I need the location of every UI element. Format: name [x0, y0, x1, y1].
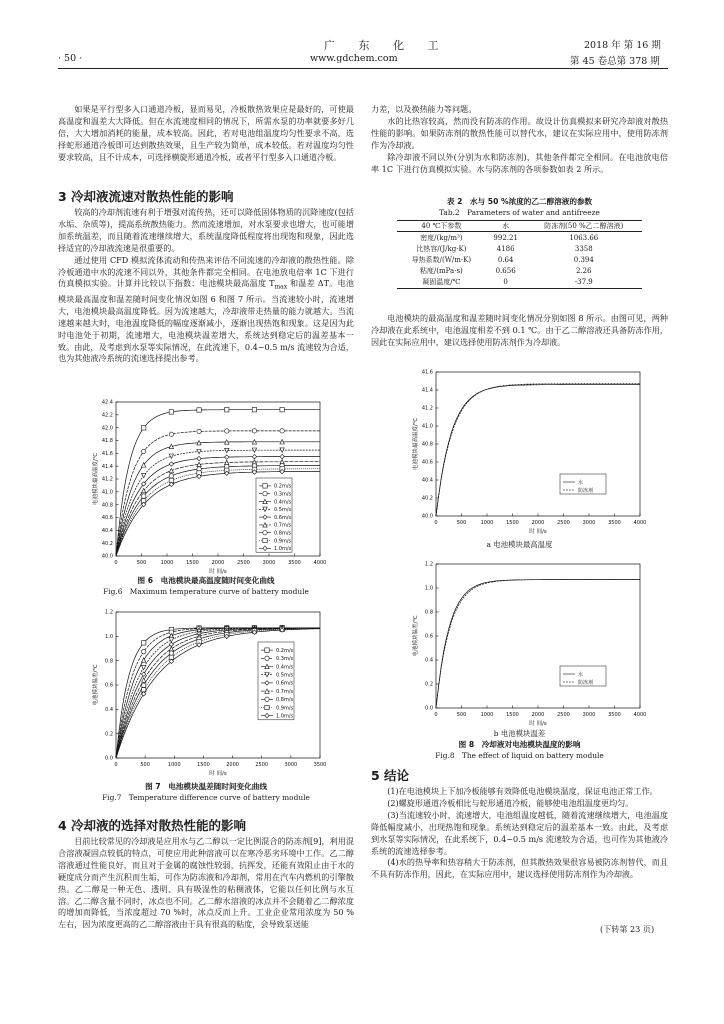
table-cell: 0: [486, 277, 526, 288]
data-point: [225, 408, 229, 412]
table-header-cell: 40 ℃下参数: [397, 221, 486, 232]
data-point: [280, 429, 284, 433]
x-axis-label: 时 间/s: [529, 529, 547, 535]
y-tick-label: 0.2: [425, 681, 433, 688]
x-tick-label: 2000: [211, 560, 225, 566]
plot-frame: [436, 372, 640, 516]
table-cell: 2.26: [575, 267, 592, 276]
series-line: [436, 384, 640, 516]
figure-7-chart: [90, 608, 330, 780]
y-tick-label: 40.2: [421, 495, 433, 502]
data-point: [263, 538, 267, 542]
y-tick-label: 41.0: [421, 423, 433, 430]
plot-frame: [436, 564, 640, 708]
y-tick-label: 41.2: [101, 476, 113, 483]
data-point: [252, 429, 256, 433]
y-tick-label: 40.6: [421, 459, 433, 466]
y-tick-label: 1.2: [425, 561, 433, 568]
data-point: [169, 474, 173, 478]
x-tick-label: 3000: [582, 712, 596, 718]
table-cell: 0.64: [497, 256, 514, 265]
data-point: [141, 641, 145, 645]
legend-label: 0.8m/s: [276, 697, 294, 704]
y-tick-label: 0.4: [105, 707, 113, 714]
caption-text: 图 7 电池模块温差随时间变化曲线: [145, 782, 267, 791]
x-tick-label: 3500: [608, 712, 621, 718]
x-tick-label: 1000: [480, 520, 494, 526]
data-point: [265, 705, 269, 709]
x-tick-label: 2500: [557, 712, 570, 718]
table-2-title-cn: [371, 197, 668, 207]
y-tick-label: 41.6: [421, 369, 433, 376]
caption-text: 图 6 电池模块最高温度随时间变化曲线: [137, 576, 275, 585]
table-cell: 导热系数/(W/m·K): [411, 256, 472, 265]
table-header-row: [397, 221, 642, 232]
table-cell: 比热容/(J/kg·K): [416, 244, 467, 253]
conclusion-item: (3)当流速较小时，流速增大，电池组温度越低，随着流速继续增大，电池温度降低幅度减小，出现热饱和现象。系统达到稳定后的温差基本一致。由此，及考虑到水泵等实际情况，在此系统下，0.4~0.5 m/s 流速较为合适，也可作为其他液冷系统的流速选择参考。: [371, 809, 668, 856]
legend-label: 0.6m/s: [274, 514, 292, 521]
x-tick-label: 1500: [186, 560, 199, 566]
x-tick-label: 3000: [582, 520, 596, 526]
legend-label: 防冻剂: [578, 679, 594, 686]
x-tick-label: 4000: [633, 712, 647, 718]
y-tick-label: 0.6: [425, 633, 433, 640]
figure-8a-caption: a 电池模块最高温度: [486, 540, 553, 549]
paragraph: 水的比热容较高，然而没有防冻的作用。故设计仿真模拟来研究冷却液对散热性能的影响。如果防冻剂的散热性能可以替代水，建议在实际应用中，使用防冻剂作为冷却液。: [371, 115, 668, 150]
data-point: [141, 426, 145, 430]
data-point: [197, 456, 201, 460]
data-point: [225, 455, 229, 459]
legend-label: 0.8m/s: [274, 530, 292, 537]
y-tick-label: 0.8: [105, 658, 113, 665]
legend-label: 0.9m/s: [276, 705, 294, 712]
figure-7-caption-en: Fig.7 Temperature difference curve of battery module: [102, 793, 310, 802]
table-cell: 0.394: [573, 256, 594, 265]
x-tick-label: 3500: [288, 560, 301, 566]
x-axis-label: 时 间/s: [209, 569, 227, 575]
x-tick-label: 0: [114, 762, 118, 768]
left-intro-text: [58, 104, 354, 164]
data-point: [169, 634, 173, 638]
y-tick-label: 40.2: [101, 540, 113, 547]
data-point: [280, 454, 284, 458]
x-tick-label: 0: [114, 560, 118, 566]
data-point: [197, 408, 201, 412]
continued-note: (下转第 23 页): [600, 924, 655, 934]
paragraph: 除冷却液不同以外(分别为水和防冻剂)，其他条件都完全相同。在电池放电倍率 1C 下进行仿真模拟实验。水与防冻剂的各项参数如表 2 所示。: [371, 151, 668, 174]
x-tick-label: 4000: [633, 520, 647, 526]
data-point: [265, 656, 269, 660]
x-tick-label: 3000: [262, 560, 276, 566]
legend-label: 0.9m/s: [274, 538, 292, 545]
data-point: [265, 697, 269, 701]
data-point: [169, 432, 173, 436]
table-row: [397, 277, 642, 288]
data-point: [169, 410, 173, 414]
x-tick-label: 3500: [608, 520, 621, 526]
y-tick-label: 41.6: [101, 451, 113, 458]
y-tick-label: 0.6: [105, 682, 113, 689]
table-row: [397, 254, 642, 265]
legend-label: 0.3m/s: [276, 656, 294, 663]
data-point: [197, 429, 201, 433]
caption-text: 表 2 水与 50 %浓度的乙二醇溶液的参数: [446, 197, 593, 206]
data-point: [169, 468, 173, 472]
series-line: [436, 580, 640, 708]
section-5-title: 5 结论: [371, 768, 410, 783]
section-3-body: [58, 207, 354, 365]
figure-6-caption-cn: [58, 576, 354, 586]
data-point: [263, 531, 267, 535]
data-point: [252, 454, 256, 458]
caption-text: 图 8 冷却液对电池模块温度的影响: [458, 740, 581, 749]
data-point: [169, 651, 173, 655]
table-cell: 0.656: [495, 267, 516, 276]
legend-label: 0.4m/s: [274, 499, 292, 506]
y-tick-label: 42.2: [101, 412, 113, 419]
y-tick-label: 0.2: [105, 731, 113, 738]
y-tick-label: 40.6: [101, 515, 113, 522]
paragraph: 力差，以及换热能力等问题。: [371, 104, 477, 114]
data-point: [141, 649, 145, 653]
y-tick-label: 40.8: [421, 441, 433, 448]
data-point: [141, 683, 145, 687]
y-tick-label: 40.4: [101, 528, 113, 535]
data-point: [265, 648, 269, 652]
data-point: [169, 642, 173, 646]
legend-label: 0.7m/s: [276, 688, 294, 695]
table-cell: 992.21: [493, 233, 518, 242]
x-tick-label: 500: [136, 560, 147, 566]
data-point: [169, 462, 173, 466]
paragraph: [58, 255, 354, 366]
x-tick-label: 1000: [160, 560, 174, 566]
y-tick-label: 40.0: [101, 553, 113, 560]
legend-label: 0.2m/s: [274, 483, 292, 490]
y-tick-label: 41.2: [421, 405, 433, 412]
x-tick-label: 1500: [197, 762, 210, 768]
subscript: max: [274, 284, 288, 292]
y-tick-label: 42.0: [101, 425, 113, 432]
x-tick-label: 1500: [506, 712, 519, 718]
volume-number: 第 45 卷总第 378 期: [570, 56, 660, 67]
data-point: [141, 658, 145, 662]
y-tick-label: 41.4: [421, 387, 433, 394]
figure-8-caption-cn: [371, 740, 668, 750]
legend-label: 0.5m/s: [276, 672, 294, 679]
y-tick-label: 40.8: [101, 502, 113, 509]
data-point: [141, 665, 145, 669]
data-point: [141, 672, 145, 676]
figure-6-caption-en: Fig.6 Maximum temperature curve of battery module: [103, 587, 309, 596]
figure-8b-caption: b 电池模块温差: [493, 729, 546, 738]
x-tick-label: 3500: [313, 762, 327, 768]
data-point: [263, 484, 267, 488]
journal-url[interactable]: www.gdchem.com: [310, 53, 398, 64]
x-tick-label: 500: [456, 712, 467, 718]
table-row: [397, 243, 642, 254]
y-tick-label: 42.4: [101, 399, 113, 406]
data-point: [263, 492, 267, 496]
section-4-body: [58, 836, 354, 931]
data-point: [169, 647, 173, 651]
x-tick-label: 1500: [506, 520, 519, 526]
header-rule: [58, 68, 668, 69]
x-tick-label: 500: [456, 520, 467, 526]
x-tick-label: 2000: [226, 762, 239, 768]
conclusion-item: (4)水的热导率和热容稍大于防冻剂，但其散热效果很容易被防冻剂替代，而且不具有防冻作用，因此，在实际应用中，建议选择使用防冻剂作为冷却液。: [371, 857, 668, 880]
data-point: [169, 454, 173, 458]
x-tick-label: 1000: [167, 762, 181, 768]
paragraph: 如果是平行型多入口通道冷板，显而易见，冷板散热效果应是最好的，可使最高温度和温差大大降低。但在水流速度相同的情况下，所需水泵的功率就要多好几倍，大大增加消耗的能量，成本较高。因此，若对电池组温度均匀性要求不高，选择蛇形通道冷板即可达到散热效果，且生产较为简单，成本较低。若对温度均匀性要求较高，且不计成本，可选择横旋形通道冷板，或者平行型多入口通道冷板。: [58, 104, 354, 162]
legend-label: 1.0m/s: [276, 713, 294, 720]
y-tick-label: 41.8: [101, 438, 113, 445]
x-tick-label: 0: [434, 520, 438, 526]
y-axis-label: 电池模块温差/℃: [93, 664, 99, 706]
parameters-table: [397, 220, 642, 289]
table-row: [397, 232, 642, 243]
table-cell: 凝固温度/℃: [397, 277, 486, 288]
y-axis-label: 电池模块温差/℃: [413, 615, 419, 657]
y-tick-label: 0.8: [425, 609, 433, 616]
paragraph: 目前比较常见的冷却液是应用水与乙二醇以一定比例混合的防冻剂[9]，利用混合溶液凝固点较低的特点，可使应用此种溶液可以在寒冷恶劣环境中工作。乙二醇溶液通过性能良好，而且对于金属的腐蚀性较弱，抗挥发，还能有效阻止由于水的硬度成分而产生沉积而生垢，可作为防冻液和冷却剂，常用在汽车内燃机的引擎散热。乙二醇是一种无色、透明、具有吸湿性的粘稠液体，它能以任何比例与水互溶。乙二醇含量不同时，冰点也不同。乙二醇水溶液的冰点并不会随着乙二醇浓度的增加而降低，当浓度超过 70 %时，冰点反而上升。工业企业常用浓度为 50 %左右，因为浓度更高的乙二醇溶液由于具有很高的粘度，会导致泵送能: [58, 836, 354, 930]
section-5-body: [371, 786, 668, 881]
section-4-title: 4 冷却液的选择对散热性能的影响: [58, 818, 247, 833]
x-tick-label: 2000: [531, 520, 545, 526]
legend-label: 1.0m/s: [274, 546, 292, 553]
data-point: [225, 429, 229, 433]
legend-label: 防冻剂: [578, 487, 594, 494]
y-tick-label: 41.4: [101, 463, 113, 470]
table-cell: -37.9: [526, 277, 642, 288]
figure-8a-chart: [410, 368, 650, 538]
y-axis-label: 电池模块最高温度/℃: [413, 417, 419, 471]
y-tick-label: 40.4: [421, 477, 433, 484]
legend-label: 0.7m/s: [274, 522, 292, 529]
y-tick-label: 0.4: [425, 657, 433, 664]
table-cell: 4186: [496, 244, 515, 253]
x-tick-label: 3000: [284, 762, 298, 768]
y-tick-label: 1.0: [105, 634, 113, 641]
data-point: [252, 408, 256, 412]
table-cell: 3358: [574, 244, 593, 253]
table-2-title-en: Tab.2 Parameters of water and antifreeze: [439, 208, 600, 217]
conclusion-item: (2)螺旋形通道冷板相比与蛇形通道冷板，能够使电池组温度更均匀。: [387, 797, 634, 808]
y-axis-label: 电池模块最高温度/℃: [93, 452, 99, 506]
y-tick-label: 0.0: [425, 705, 433, 712]
text-run: 和温差 ΔT。电池模块最高温度和温差随时间变化情况如图 6 和图 7 所示。当流速较小时，流速增大，电池模块最高温度降低。因为流速越大，冷却液带走热量的能力就越大。当流速越来越大时，电池温度降低的幅度逐渐减小，逐渐出现热饱和现象。这是因为此时电池处于初期，流速增大，电池模块温差增大，系统达到稳定后的温差基本一致。由此，及考虑到水泵等实际情况，在此流速下，0.4~0.5 m/s 流速较为合适，也为其他液冷系统的流速选择提出参考。: [58, 278, 354, 364]
table-cell: 1063.66: [569, 233, 599, 242]
x-tick-label: 1000: [480, 712, 494, 718]
right-intro-text: [371, 104, 668, 175]
right-mid-text: [371, 313, 668, 349]
x-tick-label: 0: [434, 712, 438, 718]
series-line: [436, 385, 640, 516]
x-tick-label: 500: [140, 762, 150, 768]
series-line: [436, 580, 640, 708]
figure-6-chart: [90, 398, 330, 578]
y-tick-label: 1.0: [425, 585, 433, 592]
figure-8b-chart: [410, 560, 650, 730]
conclusion-item: (1)在电池模块上下加冷板能够有效降低电池模块温度，保证电池正常工作。: [387, 786, 658, 796]
figure-7-caption-cn: [58, 782, 354, 792]
legend-label: 0.3m/s: [274, 491, 292, 498]
data-point: [169, 638, 173, 642]
legend-label: 水: [578, 671, 584, 678]
text-run: 通过使用 CFD 模拟流体流动和传热来评估不同流速的冷却液的散热性能。除冷板通道中水的流速不同以外，其他条件都完全相同。在电池放电倍率 1C 下进行仿真模拟实验。计算并比较以下指数：电池模块最高温度 T: [58, 254, 354, 289]
journal-name: 广 东 化 工: [324, 39, 449, 52]
legend-label: 水: [578, 479, 584, 486]
y-tick-label: 40.0: [421, 513, 433, 520]
legend-label: 0.4m/s: [276, 664, 294, 671]
paragraph: 电池模块的最高温度和温差随时间变化情况分别如图 8 所示。由图可见，两种冷却液在此系统中，电池温度相差不到 0.1 ℃。由于乙二醇溶液还具备防冻作用，因此在实际应用中，建议选择使用防冻剂作为冷却液。: [371, 313, 668, 347]
data-point: [141, 678, 145, 682]
x-tick-label: 2500: [255, 762, 269, 768]
x-tick-label: 2500: [237, 560, 250, 566]
page-number: · 50 ·: [58, 53, 83, 64]
section-3-title: 3 冷却液流速对散热性能的影响: [58, 189, 234, 204]
table-cell: 粘度/(mPa·s): [419, 267, 463, 276]
x-tick-label: 2500: [557, 520, 570, 526]
data-point: [280, 408, 284, 412]
data-point: [141, 494, 145, 498]
table-header-cell: 防冻剂(50 %乙二醇溶液): [526, 221, 642, 232]
y-tick-label: 41.0: [101, 489, 113, 496]
paragraph: 较高的冷却剂流速有利于增强对流传热，还可以降低固体物质的沉降速度(包括水垢、杂质等)，提高系统散热能力。然而流速增加，对水泵要求也增大，也可能增加系统温差，而且随着流速继续增大，系统温度降低程度将出现饱和现象，因此选择适宜的冷却液流速是很重要的。: [58, 207, 354, 253]
legend-label: 0.6m/s: [276, 680, 294, 687]
legend-label: 0.5m/s: [274, 507, 292, 514]
legend-label: 0.2m/s: [276, 647, 294, 654]
table-row: [397, 266, 642, 277]
x-axis-label: 时 间/s: [209, 771, 227, 777]
data-point: [141, 449, 145, 453]
figure-8-caption-en: Fig.8 The effect of liquid on battery module: [435, 751, 604, 760]
issue-number: 2018 年 第 16 期: [584, 40, 661, 51]
data-point: [141, 473, 145, 477]
x-axis-label: 时 间/s: [529, 721, 547, 727]
x-tick-label: 2000: [531, 712, 545, 718]
table-header-cell: 水: [486, 221, 526, 232]
y-tick-label: 0.0: [105, 755, 113, 762]
x-tick-label: 4000: [313, 560, 327, 566]
table-2: [397, 220, 642, 289]
data-point: [197, 449, 201, 453]
y-tick-label: 1.2: [105, 609, 113, 616]
table-cell: 密度/(kg/m³): [420, 233, 463, 242]
